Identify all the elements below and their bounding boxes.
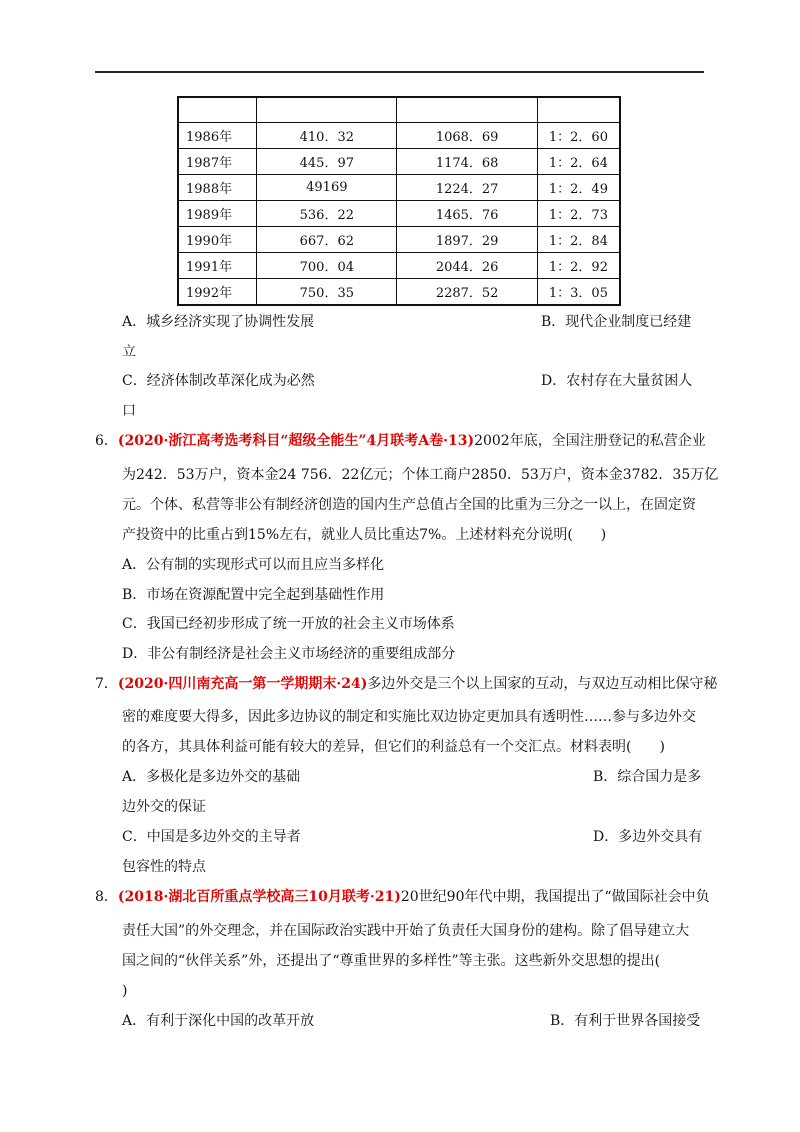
table-row: [178, 149, 620, 175]
table-cell-value: 1068．69: [397, 123, 537, 149]
q6-text-line3: 元。个体、私营等非公有制经济创造的国内生产总值占全国的比重为三分之一以上，在固定资: [122, 497, 696, 513]
table-cell-ratio: 1：2．92: [537, 253, 620, 279]
q8-text-line3: 国之间的“伙伴关系”外，还提出了“尊重世界的多样性”等主张。这些新外交思想的提出(: [122, 953, 661, 969]
q6-text-line1: 2002年底，全国注册登记的私营企业: [474, 433, 706, 449]
table-cell-value: 750．35: [257, 279, 397, 306]
table-header-row: [178, 97, 620, 123]
q8-option-b: B．有利于世界各国接受: [550, 1013, 701, 1029]
q5-option-d: D．农村存在大量贫困人: [541, 373, 693, 389]
q7-text-line3: 的各方，其具体利益可能有较大的差异，但它们的利益总有一个交汇点。材料表明( ): [122, 739, 665, 755]
table-row: [178, 253, 620, 279]
table-cell-value: 1465．76: [397, 201, 537, 227]
q6-first-line: [95, 431, 706, 451]
q8-text-line1: 20世纪90年代中期，我国提出了“做国际社会中负: [400, 889, 710, 905]
header-rule: [95, 71, 704, 73]
table-row: [178, 175, 620, 201]
q7-option-d: D．多边外交具有: [593, 829, 703, 845]
q8-first-line: [95, 887, 710, 907]
table-cell-year: 1990年: [178, 227, 257, 253]
q5-option-b: B．现代企业制度已经建: [541, 314, 692, 330]
q6-option-a: A．公有制的实现形式可以而且应当多样化: [122, 557, 385, 573]
q5-option-c: C．经济体制改革深化成为必然: [122, 373, 315, 389]
table-cell-value: 1174．68: [397, 149, 537, 175]
table-cell-value: 700．04: [257, 253, 397, 279]
table-header-cell: [178, 97, 257, 123]
table-cell-value: 445．97: [257, 149, 397, 175]
table-cell-value: 410．32: [257, 123, 397, 149]
table-cell-value: 49169: [257, 175, 397, 201]
table-cell-value: 1224．27: [397, 175, 537, 201]
q6-text-line2: 为242．53万户，资本金24 756．22亿元；个体工商户2850．53万户，资本金3782．35万亿: [122, 467, 719, 483]
q7-first-line: [95, 674, 717, 694]
q6-option-d: D．非公有制经济是社会主义市场经济的重要组成部分: [122, 646, 456, 662]
table-cell-year: 1989年: [178, 201, 257, 227]
table-row: [178, 123, 620, 149]
q7-option-b: B．综合国力是多: [593, 769, 702, 785]
table-row: [178, 279, 620, 306]
table-cell-ratio: 1：2．84: [537, 227, 620, 253]
table-cell-year: 1991年: [178, 253, 257, 279]
table-cell-year: 1988年: [178, 175, 257, 201]
table-header-cell: [537, 97, 620, 123]
table-cell-year: 1992年: [178, 279, 257, 306]
q7-option-c: C．中国是多边外交的主导者: [122, 829, 301, 845]
q6-source: (2020·浙江高考选考科目“超级全能生”4月联考A卷·13): [117, 433, 475, 449]
q7-text-line1: 多边外交是三个以上国家的互动，与双边互动相比保守秘: [367, 676, 718, 692]
q7-option-d-continued: 包容性的特点: [122, 859, 206, 875]
q7-source: (2020·四川南充高一第一学期期末·24): [117, 676, 368, 692]
table-cell-value: 667．62: [257, 227, 397, 253]
table-header-cell: [397, 97, 537, 123]
table-header-cell: [257, 97, 397, 123]
q6-text-line4: 产投资中的比重占到15%左右，就业人员比重达7%。上述材料充分说明( ): [122, 527, 607, 543]
table-cell-year: 1986年: [178, 123, 257, 149]
table-cell-value: 2287．52: [397, 279, 537, 306]
table-row: [178, 201, 620, 227]
table-cell-ratio: 1：2．73: [537, 201, 620, 227]
q8-option-a: A．有利于深化中国的改革开放: [122, 1013, 315, 1029]
table-cell-ratio: 1：3．05: [537, 279, 620, 306]
q7-text-line2: 密的难度要大得多，因此多边协议的制定和实施比双边协定更加具有透明性……参与多边外交: [122, 709, 696, 725]
q5-option-d-continued: 口: [122, 403, 136, 419]
q5-option-b-continued: 立: [122, 344, 136, 360]
table-cell-value: 1897．29: [397, 227, 537, 253]
q8-number: 8．: [95, 889, 118, 905]
q7-option-b-continued: 边外交的保证: [122, 799, 206, 815]
table-cell-ratio: 1：2．64: [537, 149, 620, 175]
q8-text-line2: 责任大国”的外交理念，并在国际政治实践中开始了负责任大国身份的建构。除了倡导建立大: [122, 923, 690, 939]
q6-option-b: B．市场在资源配置中完全起到基础性作用: [122, 587, 385, 603]
q8-source: (2018·湖北百所重点学校高三10月联考·21): [117, 889, 401, 905]
q7-number: 7．: [95, 676, 118, 692]
q6-number: 6．: [95, 433, 118, 449]
q8-text-line4: ): [122, 983, 128, 999]
table-cell-value: 2044．26: [397, 253, 537, 279]
q7-option-a: A．多极化是多边外交的基础: [122, 769, 301, 785]
table-cell-value: 536．22: [257, 201, 397, 227]
table-cell-ratio: 1：2．60: [537, 123, 620, 149]
table-cell-year: 1987年: [178, 149, 257, 175]
table-cell-ratio: 1：2．49: [537, 175, 620, 201]
data-table: [177, 96, 621, 306]
q5-option-a: A．城乡经济实现了协调性发展: [122, 314, 315, 330]
q6-option-c: C．我国已经初步形成了统一开放的社会主义市场体系: [122, 616, 455, 632]
table-row: [178, 227, 620, 253]
